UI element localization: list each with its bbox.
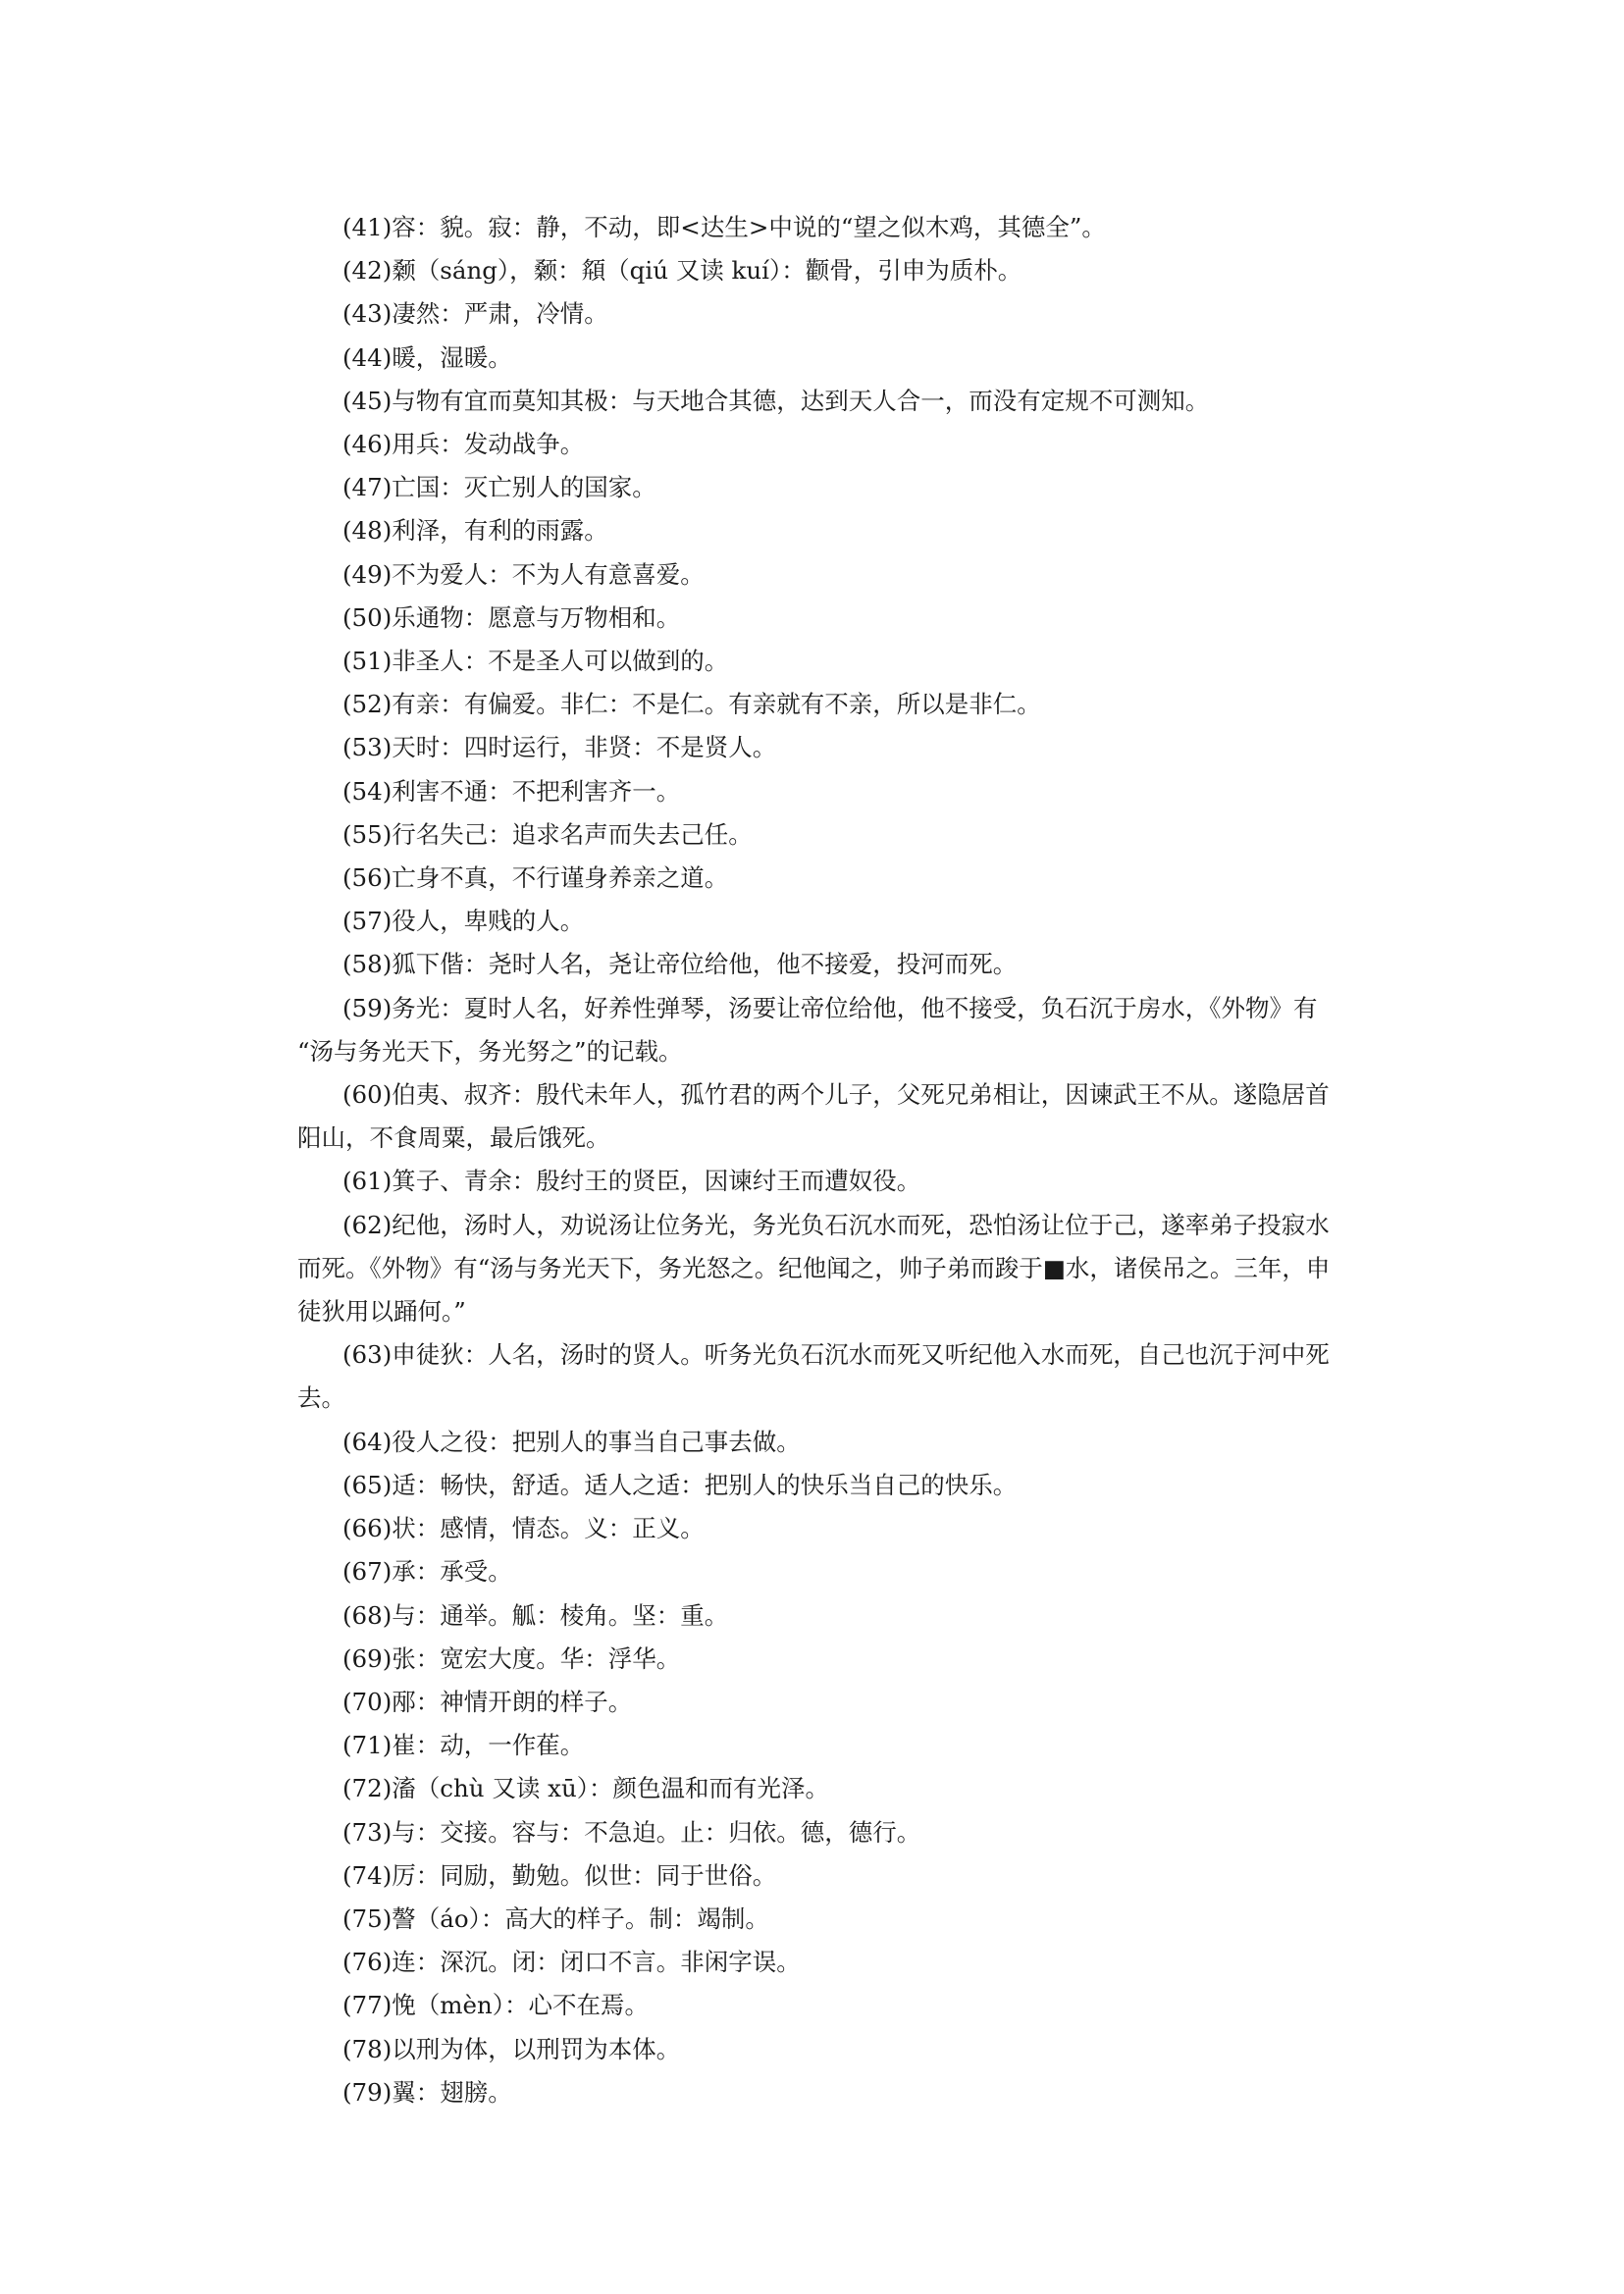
footnote-line: (42)颡（sáng），颡：頯（qiú 又读 kuí）：颧骨，引申为质朴。 [342,256,1022,286]
footnote-line: (55)行名失己：追求名声而失去己任。 [342,819,753,849]
footnote-continuation-line: 去。 [297,1383,345,1413]
footnote-line: (72)滀（chù 又读 xū）：颜色温和而有光泽。 [342,1774,829,1803]
footnote-line: (74)厉：同励，勤勉。似世：同于世俗。 [342,1860,777,1890]
footnote-line: (50)乐通物：愿意与万物相和。 [342,602,681,632]
footnote-line: (43)凄然：严肃，冷情。 [342,299,608,329]
footnote-item [342,2071,1368,2114]
footnote-line: (41)容：貌。寂：静，不动，即<达生>中说的“望之似木鸡，其德全”。 [342,213,1106,241]
footnote-item [342,1160,1368,1203]
footnote-line: (45)与物有宜而莫知其极：与天地合其德，达到天人合一，而没有定规不可测知。 [342,386,1210,415]
footnote-item [342,466,1368,509]
footnote-list [297,206,1368,2114]
footnote-line: (54)利害不通：不把利害齐一。 [342,776,681,806]
footnote-item [342,726,1368,769]
footnote-line: (48)利泽，有利的雨露。 [342,516,608,546]
footnote-line: (47)亡国：灭亡别人的国家。 [342,473,656,502]
footnote-item [342,1724,1368,1767]
footnote-line: (51)非圣人：不是圣人可以做到的。 [342,647,729,676]
footnote-line: (49)不为爱人：不为人有意喜爱。 [342,559,705,589]
footnote-line: (77)悗（mèn）：心不在焉。 [342,1991,650,2020]
footnote-line: (52)有亲：有偏爱。非仁：不是仁。有亲就有不亲，所以是非仁。 [342,690,1041,719]
footnote-item [342,1941,1368,1984]
footnote-line: (58)狐下偕：尧时人名，尧让帝位给他，他不接爱，投河而死。 [342,950,1018,979]
footnote-line: (65)适：畅快，舒适。适人之适：把别人的快乐当自己的快乐。 [342,1470,1018,1499]
footnote-line: (59)务光：夏时人名，好养性弹琴，汤要让帝位给他，他不接受，负石沉于房水，《外物》有 [342,993,1318,1022]
footnote-item [297,1204,1368,1334]
footnote-line: (70)邴：神情开朗的样子。 [342,1687,633,1716]
footnote-item [342,640,1368,683]
footnote-item [342,597,1368,640]
footnote-item [342,292,1368,336]
footnote-item [342,683,1368,726]
footnote-item [342,943,1368,986]
footnote-item [342,423,1368,466]
footnote-item [342,337,1368,380]
footnote-line: (56)亡身不真，不行谨身养亲之道。 [342,863,729,893]
footnote-item [342,1550,1368,1593]
footnote-item [342,553,1368,597]
footnote-item [342,206,1368,249]
footnote-line: (78)以刑为体，以刑罚为本体。 [342,2034,681,2063]
footnote-line: (79)翼：翅膀。 [342,2077,512,2107]
footnote-item [342,770,1368,813]
footnote-item [342,813,1368,857]
footnote-continuation-line: 徒狄用以踊何。” [297,1297,466,1327]
footnote-item [342,1984,1368,2027]
footnote-item [342,249,1368,292]
footnote-continuation-line: 而死。《外物》有“汤与务光天下，务光怒之。纪他闻之，帅子弟而踆于■水，诸侯吊之。三年，申 [297,1253,1331,1282]
footnote-item [342,380,1368,423]
footnote-item [342,1421,1368,1464]
footnote-line: (62)纪他，汤时人，劝说汤让位务光，务光负石沉水而死，恐怕汤让位于己，遂率弟子投寂水 [342,1210,1330,1239]
footnote-item [342,900,1368,943]
footnote-item [297,987,1368,1073]
footnote-line: (76)连：深沉。闭：闭口不言。非闲字误。 [342,1948,801,1977]
footnote-line: (60)伯夷、叔齐：殷代未年人，孤竹君的两个儿子，父死兄弟相让，因谏武王不从。遂隐居首 [342,1080,1330,1110]
footnote-item [342,1811,1368,1854]
footnote-line: (73)与：交接。容与：不急迫。止：归依。德，德行。 [342,1817,921,1847]
footnote-item [342,1464,1368,1507]
footnote-item [342,857,1368,900]
footnote-line: (44)暖，湿暖。 [342,342,512,372]
footnote-line: (66)状：感情，情态。义：正义。 [342,1514,705,1543]
footnote-continuation-line: 阳山，不食周粟，最后饿死。 [297,1123,610,1153]
footnote-item [297,1073,1368,1160]
footnote-line: (57)役人，卑贱的人。 [342,907,585,936]
footnote-line: (53)天时：四时运行，非贤：不是贤人。 [342,733,777,762]
footnote-item [342,1898,1368,1941]
footnote-line: (46)用兵：发动战争。 [342,430,585,459]
footnote-line: (69)张：宽宏大度。华：浮华。 [342,1643,681,1673]
footnote-line: (68)与：通举。觚：棱角。坚：重。 [342,1600,729,1630]
footnote-line: (71)崔：动，一作萑。 [342,1731,585,1760]
footnote-continuation-line: “汤与务光天下，务光努之”的记载。 [297,1036,683,1066]
footnote-item [342,2028,1368,2071]
footnote-item [342,1638,1368,1681]
footnote-item [297,1333,1368,1420]
footnote-item [342,1507,1368,1550]
footnote-line: (75)謷（áo）：高大的样子。制：竭制。 [342,1903,769,1933]
footnote-line: (61)箕子、青余：殷纣王的贤臣，因谏纣王而遭奴役。 [342,1167,921,1196]
footnote-item [342,1854,1368,1898]
footnote-line: (67)承：承受。 [342,1557,512,1587]
footnote-line: (63)申徒狄：人名，汤时的贤人。听务光负石沉水而死又听纪他入水而死，自己也沉于河中死 [342,1340,1330,1370]
footnote-line: (64)役人之役：把别人的事当自己事去做。 [342,1427,801,1456]
footnote-item [342,1594,1368,1638]
footnote-item [342,1681,1368,1724]
footnote-item [342,1767,1368,1810]
footnote-item [342,509,1368,552]
